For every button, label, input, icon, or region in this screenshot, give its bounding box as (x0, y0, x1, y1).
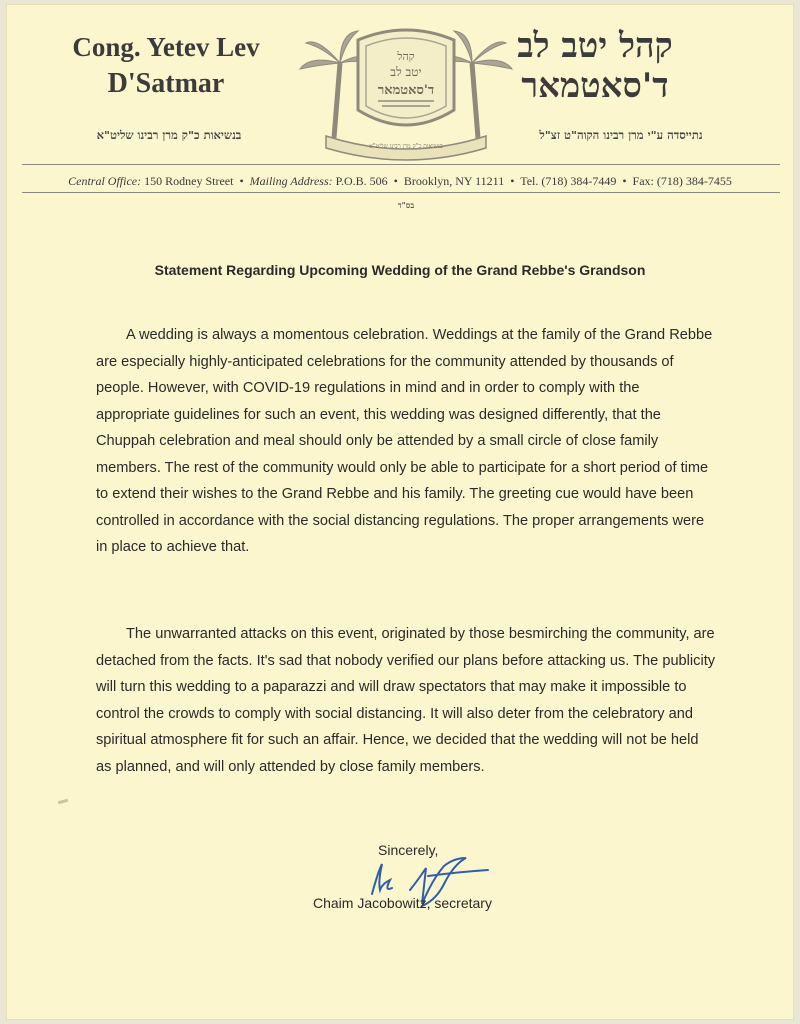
header-divider-bottom (22, 192, 780, 193)
founded-by-line: נתייסדה ע"י מרן רבינו הקוה"ט זצ"ל (539, 128, 703, 142)
bsd-mark: בס"ד (397, 200, 415, 210)
address-line (20, 174, 780, 189)
seal-text-top: קהל (397, 50, 415, 63)
presidency-line: בנשיאות כ"ק מרן רבינו שליט"א (96, 128, 242, 142)
seal-text-name: ד'סאטמאר (377, 83, 435, 98)
seal-text-mid: יטב לב (390, 65, 422, 79)
letter-paragraph-2: The unwarranted attacks on this event, originated by those besmirching the community, are detached from the facts. It's sad that nobody verified our plans before attacking us. The publicity will turn this wedding to a paparazzi and will draw spectators that may make it impossible to control the crowds to comply with social distancing. It will also deter from the celebratory and spiritual atmosphere fit for such an affair. Hence, we decided that the wedding will not be held as planned, and will only attended by close family members. (96, 626, 716, 775)
org-name-line1: Cong. Yetev Lev (72, 32, 260, 62)
mailing-address-label: Mailing Address: (249, 174, 333, 188)
mailing-address: P.O.B. 506 (335, 174, 388, 188)
signer-name: Chaim Jacobowitz, secretary (313, 895, 492, 911)
paper-smudge (58, 799, 68, 804)
telephone: Tel. (718) 384-7449 (520, 174, 617, 188)
letterhead-name-english (46, 32, 286, 102)
separator: • (510, 174, 515, 188)
central-office-address: 150 Rodney Street (144, 174, 234, 188)
letterhead-name-hebrew (480, 26, 710, 106)
city-zip: Brooklyn, NY 11211 (403, 174, 505, 188)
org-name-line2: D'Satmar (107, 68, 225, 99)
separator: • (239, 174, 244, 188)
seal-ribbon-text: בנשיאות כ"ק מרן רבינו שליט"א (369, 143, 443, 150)
header-divider-top (22, 164, 780, 165)
separator: • (622, 174, 627, 188)
central-office-label: Central Office: (68, 174, 142, 188)
letter-title: Statement Regarding Upcoming Wedding of the Grand Rebbe's Grandson (154, 262, 646, 278)
separator: • (393, 174, 398, 188)
letter-sheet (6, 4, 794, 1020)
org-name-hebrew-line2: ד'סאטמאר (521, 66, 669, 106)
closing-salutation: Sincerely, (378, 842, 439, 858)
org-name-hebrew-line1: קהל יטב לב (517, 26, 673, 66)
letter-paragraph-1: A wedding is always a momentous celebration. Weddings at the family of the Grand Rebbe are especially highly-anticipated celebrations for the community attended by thousands of people. However, with COVID-19 regulations in mind and in order to comply with the appropriate guidelines for such an event, this wedding was designed differently, that the Chuppah celebration and meal should only be attended by a small circle of close family members. The rest of the community would only be able to participate for a short period of time to extend their wishes to the Grand Rebbe and his family. The greeting cue would have been controlled in accordance with the social distancing regulations. The proper arrangements were in place to achieve that. (96, 327, 713, 555)
fax: Fax: (718) 384-7455 (632, 174, 732, 188)
